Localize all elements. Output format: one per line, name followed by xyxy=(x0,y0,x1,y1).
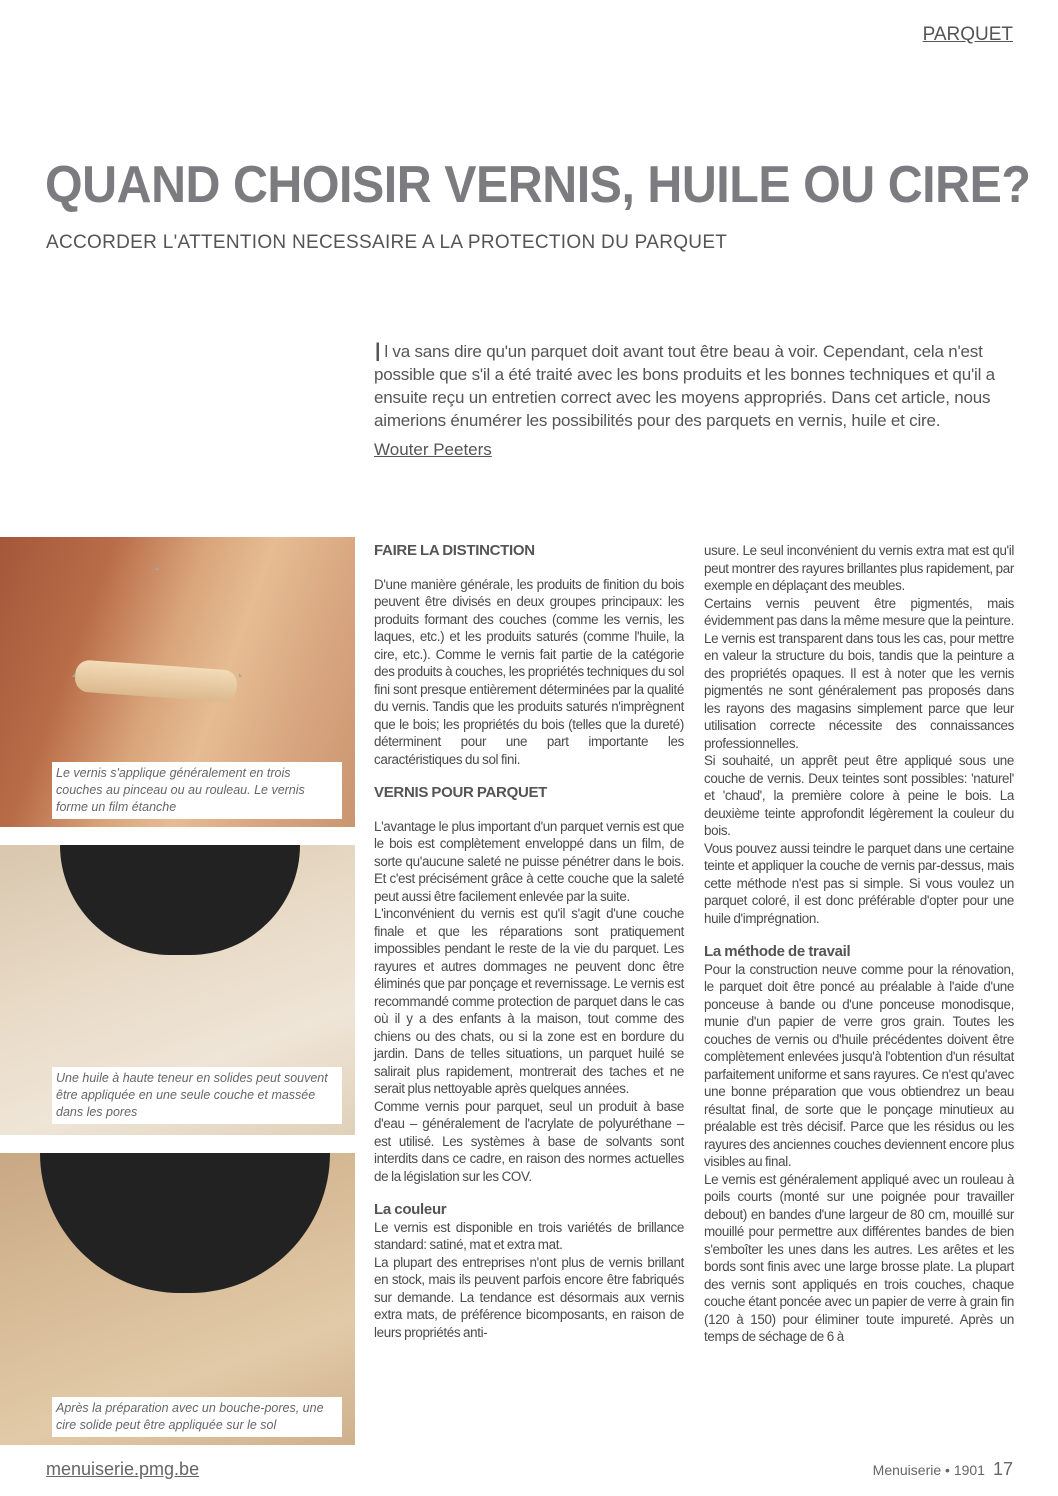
paragraph: L'inconvénient du vernis est qu'il s'agit d'une couche finale et que les réparations sont pratiquement impossibles pendant le reste de la vie du parquet. Les rayures et autres dommages ne peuvent donc être éliminés que par ponçage et revernissage. Le vernis est recommandé comme protection de parquet dans le cas où il y a des enfants à la maison, tout comme des chiens ou des chats, ou si la zone est en bordure du jardin. Dans de telles situations, un parquet huilé se salirait plus rapidement, montrerait des taches et ne serait plus nettoyable après quelques années. xyxy=(374,906,684,1096)
page-subtitle: ACCORDER L'ATTENTION NECESSAIRE A LA PROTECTION DU PARQUET xyxy=(46,232,728,253)
paragraph: Certains vernis peuvent être pigmentés, mais évidemment pas dans la même mesure que la peinture. Le vernis est transparent dans tous les cas, pour mettre en valeur la structure du bois, tandis que la peinture a des propriétés opaques. Il est à noter que les vernis pigmentés ne sont généralement pas proposés dans les rayons des magasins simplement parce que leur utilisation correcte nécessite des connaissances professionnelles. xyxy=(704,595,1014,751)
paragraph: Le vernis est disponible en trois variétés de brillance standard: satiné, mat et extra mat. xyxy=(374,1219,684,1252)
footer-issue xyxy=(873,1459,1013,1480)
paragraph: La plupart des entreprises n'ont plus de vernis brillant en stock, mais ils peuvent parfois encore être fabriqués sur demande. La tendance est désormais aux vernis extra mats, de préférence bicomposants, en raison de leurs propriétés anti- xyxy=(374,1254,684,1340)
heading: FAIRE LA DISTINCTION xyxy=(374,542,535,559)
photo-caption: Après la préparation avec un bouche-pores, une cire solide peut être appliquée sur le sol xyxy=(52,1397,342,1437)
photo-caption: Une huile à haute teneur en solides peut souvent être appliquée en une seule couche et massée dans les pores xyxy=(52,1067,342,1124)
floor-machine xyxy=(60,845,300,955)
paragraph: Le vernis est généralement appliqué avec un rouleau à poils courts (monté sur une poignée pour travailler debout) en bandes d'une largeur de 80 cm, mouillé sur mouillé pour permettre aux différentes bandes de bien s'emboîter les unes dans les autres. Les arêtes et les bords sont finis avec une large brosse plate. La plupart des vernis sont appliqués en trois couches, chaque couche étant poncée avec un papier de verre à grain fin (120 à 150) pour éliminer toute impureté. Après un temps de séchage de 6 à xyxy=(704,1171,1014,1344)
page-title: QUAND CHOISIR VERNIS, HUILE OU CIRE? xyxy=(45,156,1031,214)
page-number: 17 xyxy=(992,1459,1013,1479)
intro-text: l va sans dire qu'un parquet doit avant tout être beau à voir. Cependant, cela n'est possible que s'il a été traité avec les bons produits et les bonnes techniques et qu'il a ensuite reçu un entretien correct avec les moyens appropriés. Dans cet article, nous aimerions énumérer les possibilités pour des parquets en vernis, huile et cire. xyxy=(374,342,995,430)
column-2 xyxy=(704,537,1014,1346)
column-1 xyxy=(374,537,684,1341)
photo-caption: Le vernis s'applique généralement en trois couches au pinceau ou au rouleau. Le vernis forme un film étanche xyxy=(52,762,342,819)
article-body xyxy=(0,537,1058,1492)
paragraph: Comme vernis pour parquet, seul un produit à base d'eau – généralement de l'acrylate de polyuréthane – est utilisé. Les systèmes à base de solvants sont interdits dans ce cadre, en raison des normes actuelles de la législation sur les COV. xyxy=(374,1098,684,1184)
intro-block xyxy=(374,337,1006,460)
photo-varnish-roller xyxy=(0,537,355,827)
intro-paragraph xyxy=(374,337,1006,432)
subheading: La couleur xyxy=(374,1201,447,1218)
paragraph: L'avantage le plus important d'un parquet vernis est que le bois est complètement enveloppé dans un film, de sorte qu'aucune saleté ne puisse pénétrer dans le bois. Et c'est précisément grâce à cette couche que la saleté peut aussi être facilement enlevée par la suite. xyxy=(374,818,684,904)
section-tag[interactable]: PARQUET xyxy=(922,24,1013,45)
paragraph: usure. Le seul inconvénient du vernis extra mat est qu'il peut montrer des rayures brillantes plus rapidement, par exemple en déplaçant des meubles. xyxy=(704,543,1014,593)
author-link[interactable]: Wouter Peeters xyxy=(374,440,492,459)
paragraph: Si souhaité, un apprêt peut être appliqué sous une couche de vernis. Deux teintes sont possibles: 'naturel' et 'chaud', la première colore à peine le bois. La deuxième teinte approfondit légèrement la couleur du bois. xyxy=(704,753,1014,838)
footer xyxy=(0,1445,1058,1492)
floor-machine xyxy=(40,1153,330,1293)
photo-column xyxy=(0,537,355,1445)
issue-label: Menuiserie • 1901 xyxy=(872,1462,985,1478)
paragraph: D'une manière générale, les produits de finition du bois peuvent être divisés en deux groupes principaux: les produits formant des couches (comme les vernis, les laques, etc.) et les produits saturés (comme l'huile, la cire, etc.). Comme le vernis fait partie de la catégorie des produits à couches, les propriétés techniques du sol fini sont presque entièrement déterminées par la qualité du vernis. Tandis que les produits saturés n'imprègnent que le bois; les propriétés du bois (telles que la dureté) déterminent pour une part importante les caractéristiques du sol fini. xyxy=(374,576,684,767)
photo-wax-machine xyxy=(0,1153,355,1445)
dropcap: I xyxy=(374,337,382,367)
photo-oil-machine xyxy=(0,845,355,1135)
heading: VERNIS POUR PARQUET xyxy=(374,784,548,801)
paragraph: Pour la construction neuve comme pour la rénovation, le parquet doit être poncé au préalable à l'aide d'une ponceuse à bande ou d'une ponceuse monodisque, munie d'un papier de verre gros grain. Toutes les couches de vernis ou d'huile précédentes doivent être complètement enlevées jusqu'à l'obtention d'un résultat parfaitement uniforme et sans rayures. Ce n'est qu'avec une bonne préparation que vous obtiendrez un beau résultat final, de sorte que le ponçage minutieux au préalable est très décisif. Parce que les résidus ou les rayures des anciennes couches deviennent encore plus visibles au final. xyxy=(704,961,1014,1169)
paragraph: Vous pouvez aussi teindre le parquet dans une certaine teinte et appliquer la couche de vernis par-dessus, mais cette méthode n'est pas si simple. Si vous voulez un parquet coloré, il est donc préférable d'opter pour une huile d'imprégnation. xyxy=(704,840,1014,926)
roller-handle xyxy=(72,567,242,677)
website-link[interactable]: menuiserie.pmg.be xyxy=(46,1459,200,1479)
subheading: La méthode de travail xyxy=(704,943,851,960)
